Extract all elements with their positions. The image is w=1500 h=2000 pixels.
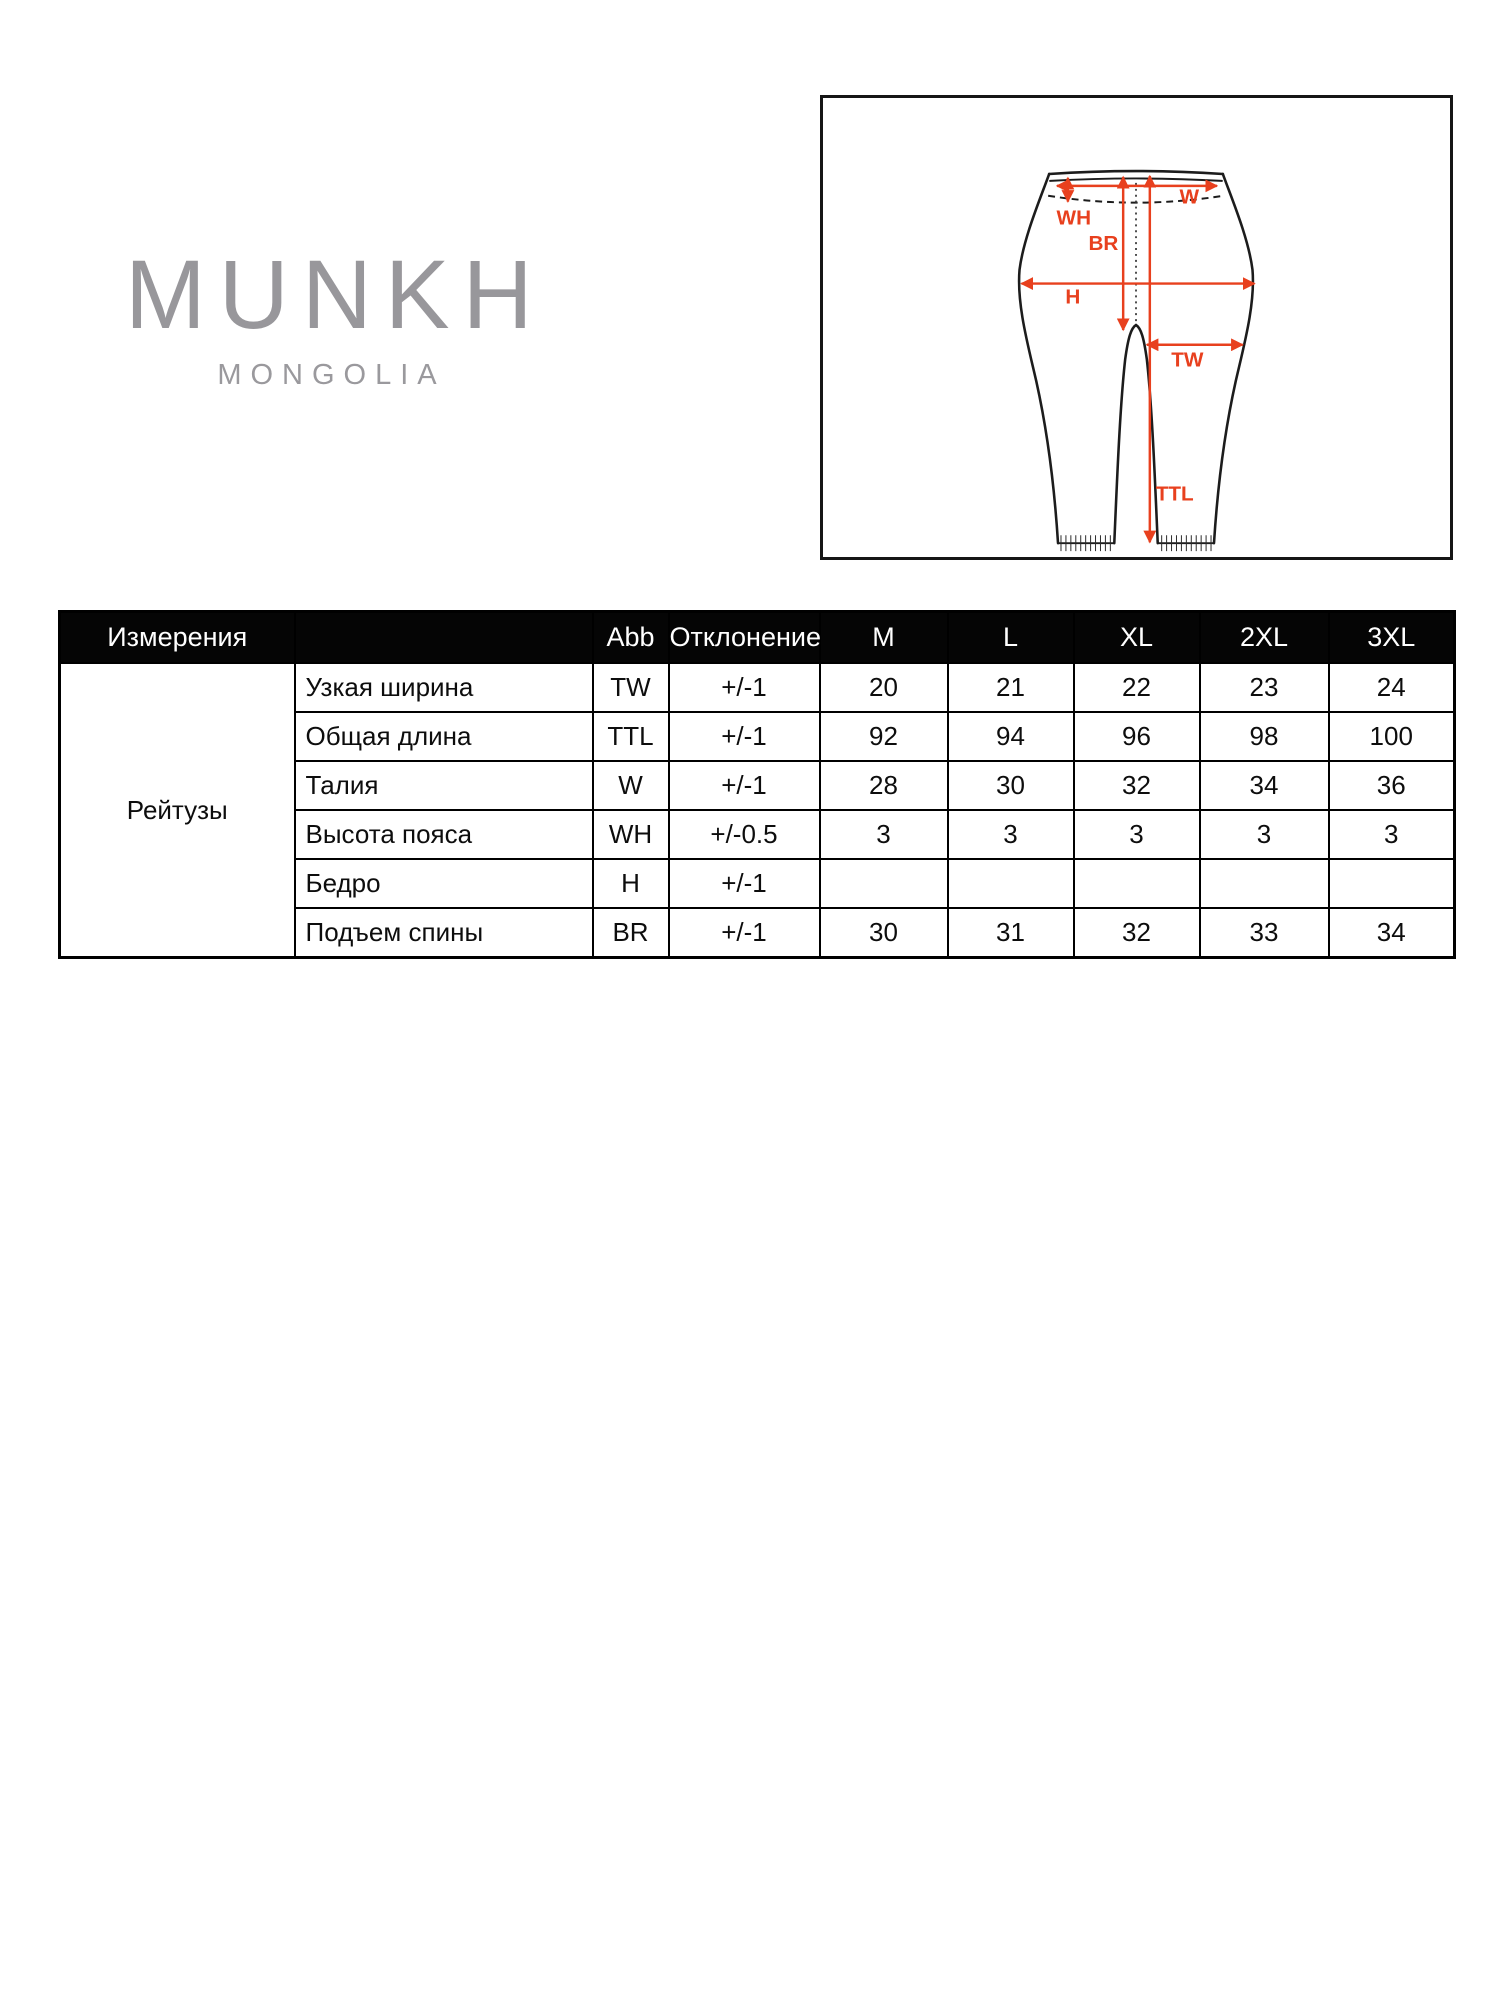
value-cell: 3 bbox=[1074, 810, 1200, 859]
header-cell-3: Отклонение bbox=[669, 612, 820, 664]
measurement-name-cell: Высота пояса bbox=[295, 810, 593, 859]
value-cell: 22 bbox=[1074, 663, 1200, 712]
value-cell: 100 bbox=[1329, 712, 1455, 761]
value-cell: 33 bbox=[1200, 908, 1329, 958]
value-cell: 28 bbox=[820, 761, 948, 810]
value-cell bbox=[948, 859, 1074, 908]
value-cell: 34 bbox=[1329, 908, 1455, 958]
measurement-name-cell: Общая длина bbox=[295, 712, 593, 761]
header-cell-5: L bbox=[948, 612, 1074, 664]
tolerance-cell: +/-1 bbox=[669, 859, 820, 908]
header-cell-6: XL bbox=[1074, 612, 1200, 664]
value-cell bbox=[1329, 859, 1455, 908]
abb-cell: H bbox=[593, 859, 669, 908]
value-cell: 3 bbox=[820, 810, 948, 859]
brand-logo bbox=[112, 240, 546, 392]
label-wh: WH bbox=[1056, 206, 1092, 230]
tolerance-cell: +/-1 bbox=[669, 908, 820, 958]
value-cell: 94 bbox=[948, 712, 1074, 761]
header-cell-8: 3XL bbox=[1329, 612, 1455, 664]
header-cell-1 bbox=[295, 612, 593, 664]
tolerance-cell: +/-1 bbox=[669, 761, 820, 810]
measurement-name-cell: Бедро bbox=[295, 859, 593, 908]
brand-name: MUNKH bbox=[125, 240, 546, 349]
value-cell: 32 bbox=[1074, 908, 1200, 958]
value-cell: 98 bbox=[1200, 712, 1329, 761]
leggings-outline bbox=[1019, 171, 1253, 543]
diagram-box bbox=[820, 95, 1453, 560]
value-cell: 21 bbox=[948, 663, 1074, 712]
value-cell: 24 bbox=[1329, 663, 1455, 712]
label-tw: TW bbox=[1171, 348, 1204, 372]
size-table-header-row bbox=[60, 612, 1455, 664]
label-w: W bbox=[1179, 185, 1200, 209]
label-h: H bbox=[1065, 285, 1081, 309]
value-cell bbox=[1200, 859, 1329, 908]
value-cell: 96 bbox=[1074, 712, 1200, 761]
header-cell-0: Измерения bbox=[60, 612, 295, 664]
value-cell bbox=[1074, 859, 1200, 908]
abb-cell: WH bbox=[593, 810, 669, 859]
value-cell: 30 bbox=[948, 761, 1074, 810]
label-ttl: TTL bbox=[1155, 482, 1194, 506]
value-cell: 3 bbox=[1329, 810, 1455, 859]
abb-cell: TW bbox=[593, 663, 669, 712]
value-cell: 34 bbox=[1200, 761, 1329, 810]
header-cell-7: 2XL bbox=[1200, 612, 1329, 664]
value-cell bbox=[820, 859, 948, 908]
value-cell: 23 bbox=[1200, 663, 1329, 712]
value-cell: 36 bbox=[1329, 761, 1455, 810]
brand-subtitle: MONGOLIA bbox=[217, 359, 446, 391]
value-cell: 3 bbox=[948, 810, 1074, 859]
measurement-name-cell: Узкая ширина bbox=[295, 663, 593, 712]
measurement-name-cell: Талия bbox=[295, 761, 593, 810]
size-table-body bbox=[60, 663, 1455, 958]
value-cell: 92 bbox=[820, 712, 948, 761]
value-cell: 32 bbox=[1074, 761, 1200, 810]
leggings-diagram bbox=[823, 98, 1450, 557]
group-cell: Рейтузы bbox=[60, 663, 295, 958]
size-table bbox=[58, 610, 1456, 959]
table-row bbox=[60, 663, 1455, 712]
abb-cell: W bbox=[593, 761, 669, 810]
tolerance-cell: +/-1 bbox=[669, 712, 820, 761]
value-cell: 3 bbox=[1200, 810, 1329, 859]
measurement-name-cell: Подъем спины bbox=[295, 908, 593, 958]
value-cell: 20 bbox=[820, 663, 948, 712]
value-cell: 30 bbox=[820, 908, 948, 958]
header-cell-4: M bbox=[820, 612, 948, 664]
abb-cell: TTL bbox=[593, 712, 669, 761]
header-cell-2: Abb bbox=[593, 612, 669, 664]
tolerance-cell: +/-0.5 bbox=[669, 810, 820, 859]
label-br: BR bbox=[1088, 232, 1119, 256]
tolerance-cell: +/-1 bbox=[669, 663, 820, 712]
abb-cell: BR bbox=[593, 908, 669, 958]
value-cell: 31 bbox=[948, 908, 1074, 958]
